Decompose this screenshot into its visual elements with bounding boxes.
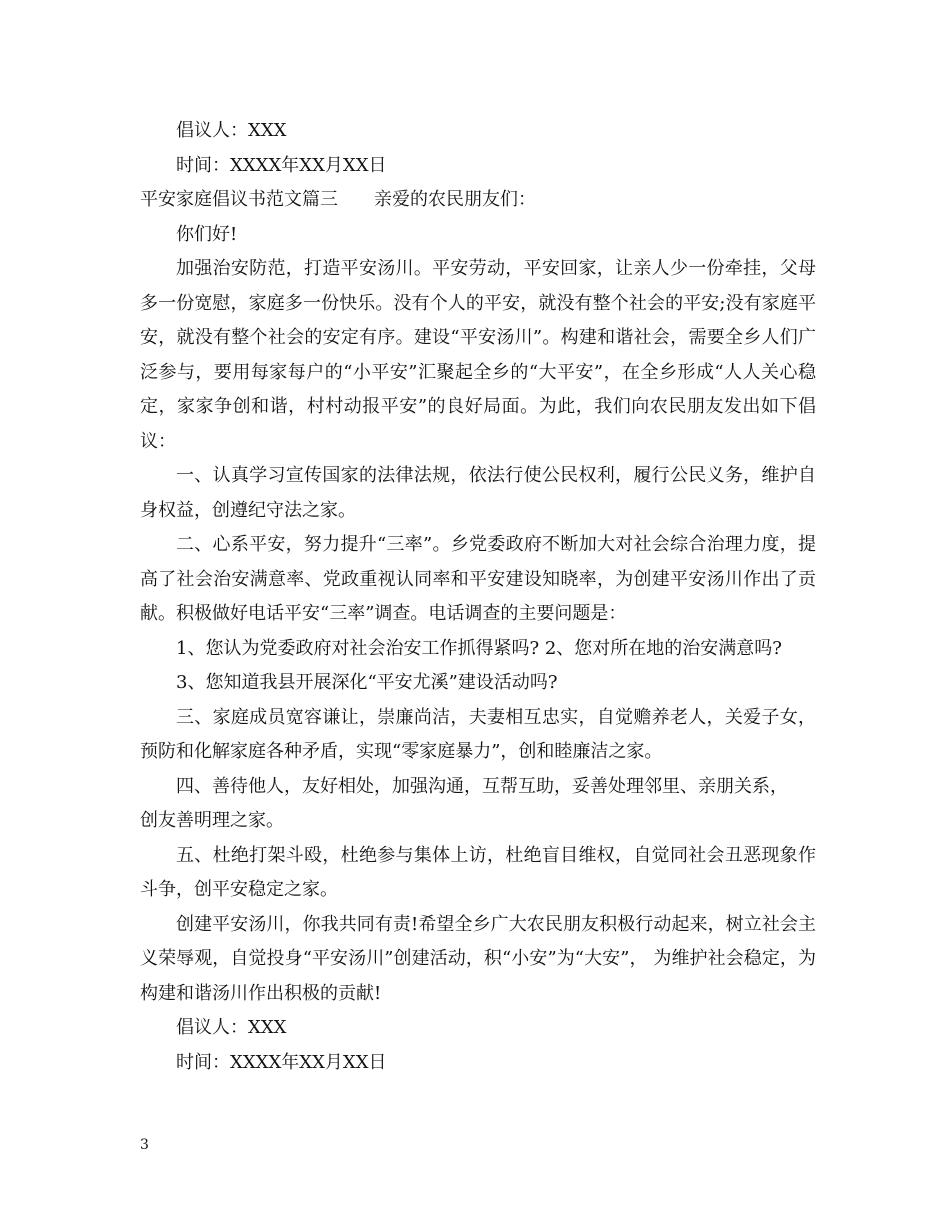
page-number: 3 [140,1137,149,1153]
salutation: 亲爱的农民朋友们： [374,189,536,210]
item-four-line-one: 四、善待他人，友好相处，加强沟通，互帮互助，妥善处理邻里、亲朋关系， [176,775,788,797]
item-one-paragraph: 一、认真学习宣传国家的法律法规，依法行使公民权利，履行公民义务，维护自身权益，创遵纪守法之家。 [140,465,816,521]
greeting: 你们好! [176,223,238,245]
question-line-one: 1、您认为党委政府对社会治安工作抓得紧吗? 2、您对所在地的治安满意吗? [176,637,782,659]
bottom-proposer-line: 倡议人：XXX [176,1017,287,1038]
item-five-paragraph: 五、杜绝打架斗殴，杜绝参与集体上访，杜绝盲目维权，自觉同社会丑恶现象作斗争，创平安稳定之家。 [140,844,816,900]
item-two-paragraph: 二、心系平安，努力提升“三率”。乡党委政府不断加大对社会综合治理力度，提高了社会治安满意率、党政重视认同率和平安建设知晓率，为创建平安汤川作出了贡献。积极做好电话平安“三率”调查。电话调查的主要问题是： [140,534,816,624]
intro-paragraph: 加强治安防范，打造平安汤川。平安劳动，平安回家，让亲人少一份牵挂，父母多一份宽慰，家庭多一份快乐。没有个人的平安，就没有整个社会的平安;没有家庭平安，就没有整个社会的安定有序。建设“平安汤川”。构建和谐社会，需要全乡人们广泛参与，要用每家每户的“小平安”汇聚起全乡的“大平安”，在全乡形成“人人关心稳定，家家争创和谐，村村动报平安”的良好局面。为此，我们向农民朋友发出如下倡议： [140,258,816,452]
section-heading: 平安家庭倡议书范文篇三 [140,189,338,210]
question-line-two: 3、您知道我县开展深化“平安尤溪”建设活动吗? [176,672,558,693]
bottom-date-line: 时间：XXXX年XX月XX日 [176,1051,387,1073]
item-three-paragraph: 三、家庭成员宽容谦让，崇廉尚洁，夫妻相互忠实，自觉赡养老人，关爱子女，预防和化解家庭各种矛盾，实现“零家庭暴力”，创和睦廉洁之家。 [140,706,816,762]
top-proposer-line: 倡议人：XXX [176,120,287,141]
closing-paragraph: 创建平安汤川，你我共同有责!希望全乡广大农民朋友积极行动起来，树立社会主义荣辱观，自觉投身“平安汤川”创建活动，积“小安”为“大安”， 为维护社会稳定，为构建和谐汤川作出积极的贡献! [140,913,816,1004]
item-four-line-two: 创友善明理之家。 [140,810,284,831]
heading-line [140,183,816,218]
document-body [140,114,816,1080]
top-date-line: 时间：XXXX年XX月XX日 [176,154,387,176]
